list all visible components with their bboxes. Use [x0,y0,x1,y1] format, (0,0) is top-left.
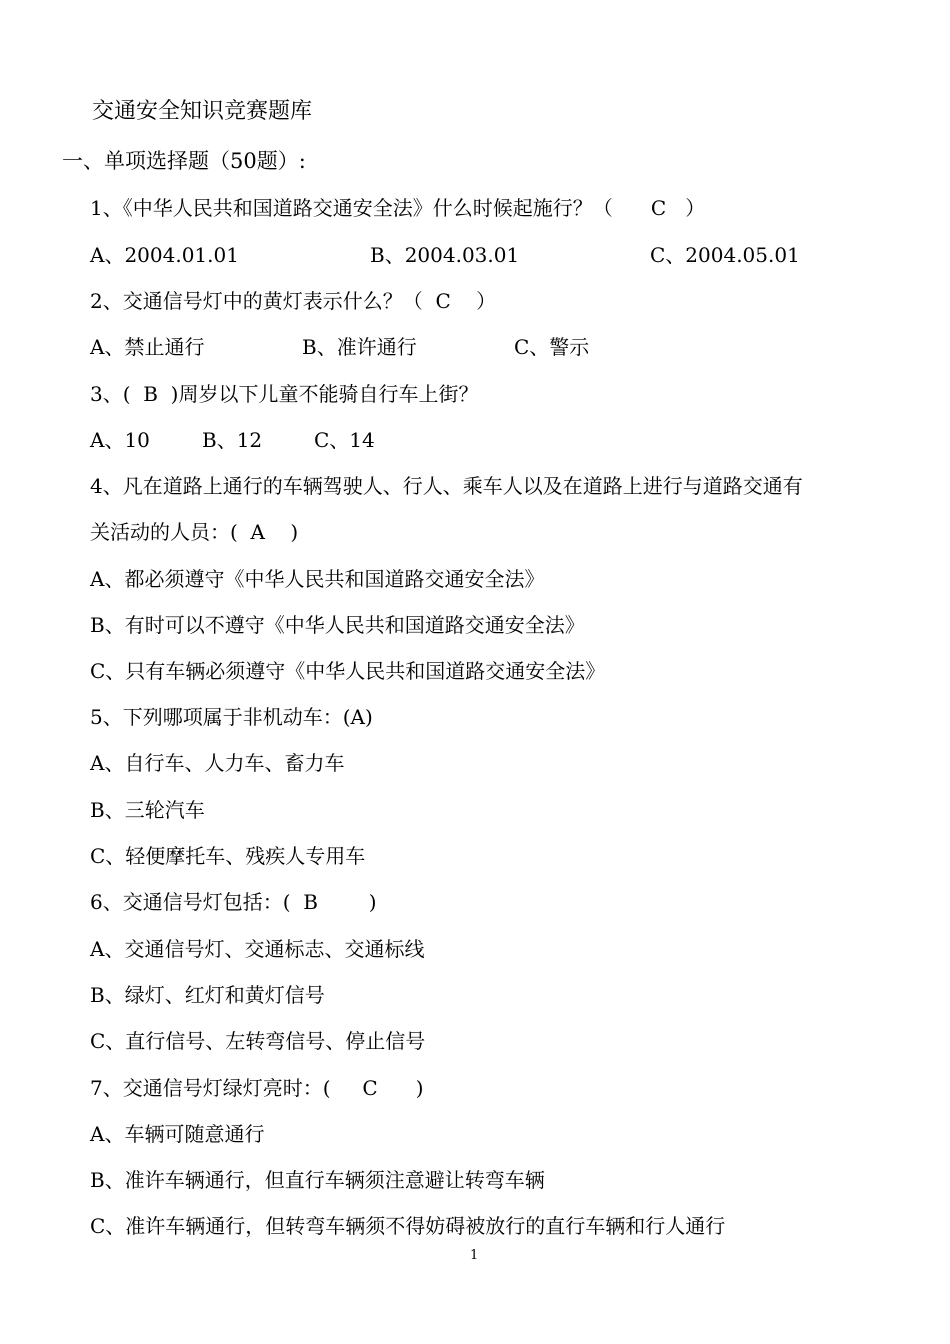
question-5-option-c: C、轻便摩托车、残疾人专用车 [90,844,366,868]
section-heading: 一、单项选择题（50题）: [62,149,306,173]
question-4-line-2: 关活动的人员：( A ) [90,520,299,544]
question-3-option-b: B、12 [202,428,263,452]
question-6-option-a: A、交通信号灯、交通标志、交通标线 [90,937,425,961]
question-4-option-a: A、都必须遵守《中华人民共和国道路交通安全法》 [90,567,545,591]
question-3-option-a: A、10 [90,428,150,452]
question-5-option-a: A、自行车、人力车、畜力车 [90,751,345,775]
question-7: 7、交通信号灯绿灯亮时：( C ) [90,1076,424,1100]
question-4-line-1: 4、凡在道路上通行的车辆驾驶人、行人、乘车人以及在道路上进行与道路交通有 [90,474,803,498]
question-7-option-c: C、准许车辆通行，但转弯车辆须不得妨碍被放行的直行车辆和行人通行 [90,1214,726,1238]
question-1-option-a: A、2004.01.01 [90,243,239,267]
question-1-option-c: C、2004.05.01 [650,243,800,267]
question-3: 3、( B )周岁以下儿童不能骑自行车上街？ [90,382,479,406]
question-4-option-b: B、有时可以不遵守《中华人民共和国道路交通安全法》 [90,613,585,637]
document-title: 交通安全知识竞赛题库 [92,99,313,124]
question-1-option-b: B、2004.03.01 [370,243,520,267]
question-1: 1、《中华人民共和国道路交通安全法》什么时候起施行？（ C ） [90,196,706,220]
question-7-option-b: B、准许车辆通行，但直行车辆须注意避让转弯车辆 [90,1168,545,1192]
question-5-option-b: B、三轮汽车 [90,798,205,822]
question-6-option-c: C、直行信号、左转弯信号、停止信号 [90,1029,426,1053]
question-2-option-c: C、警示 [514,335,590,359]
page-number: 1 [470,1248,479,1263]
question-4-option-c: C、只有车辆必须遵守《中华人民共和国道路交通安全法》 [90,659,606,683]
question-6-option-b: B、绿灯、红灯和黄灯信号 [90,983,325,1007]
question-2-option-b: B、准许通行 [302,335,417,359]
question-3-option-c: C、14 [314,428,375,452]
question-6: 6、交通信号灯包括：( B ) [90,890,377,914]
question-2-option-a: A、禁止通行 [90,335,205,359]
question-7-option-a: A、车辆可随意通行 [90,1122,265,1146]
question-5: 5、下列哪项属于非机动车：(A) [90,705,373,729]
question-2: 2、交通信号灯中的黄灯表示什么？（ C ） [90,289,497,313]
